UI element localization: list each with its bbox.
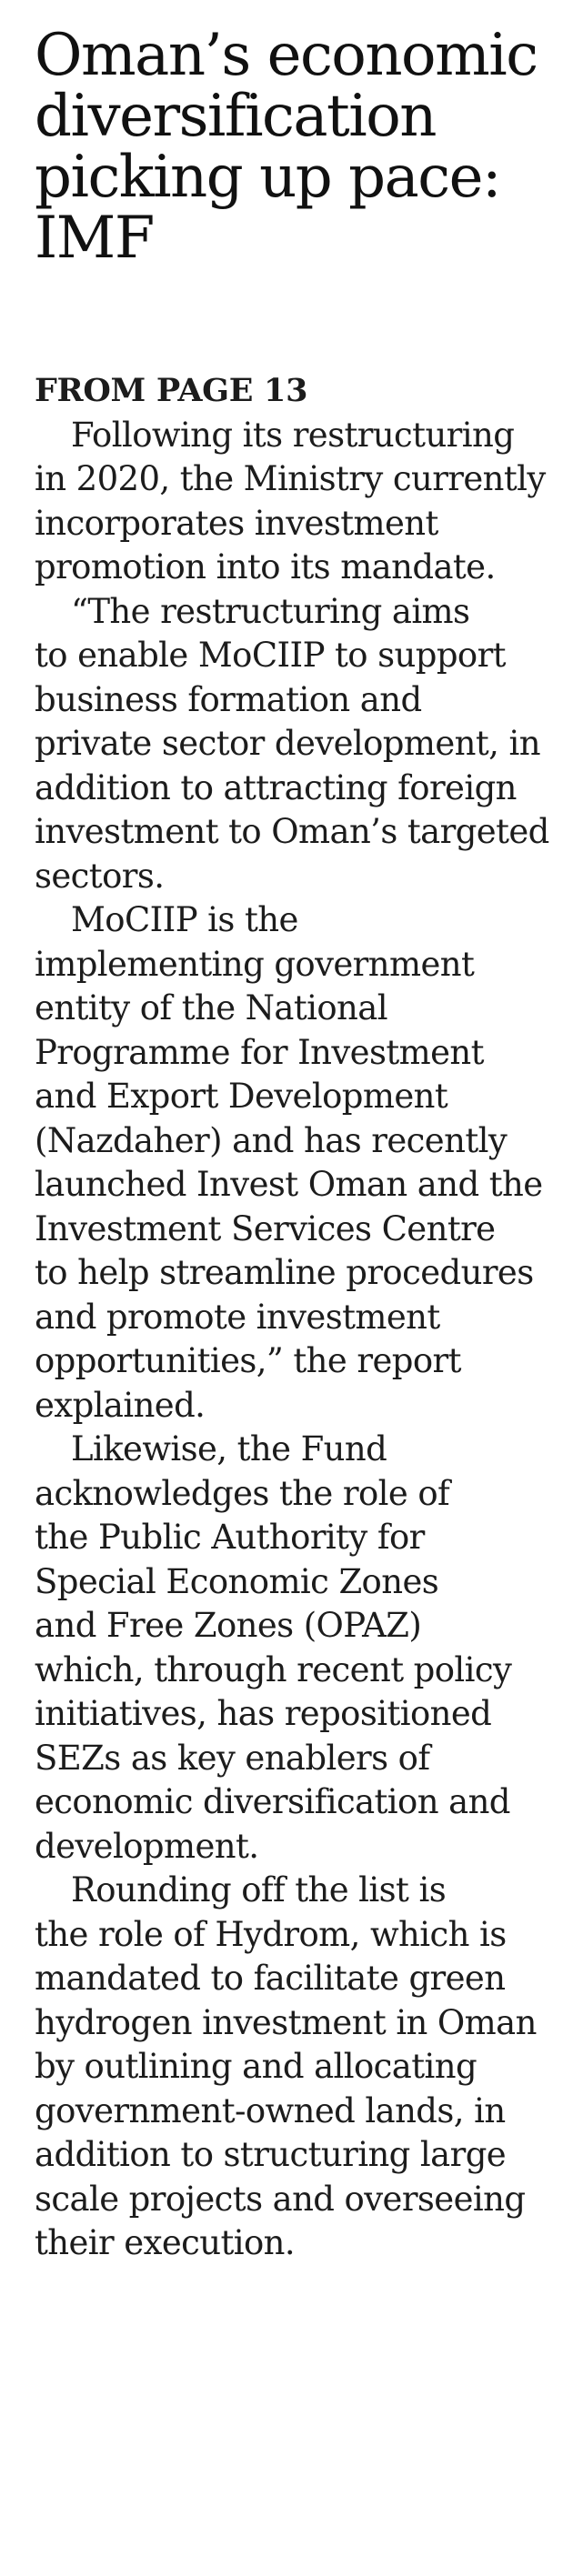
headline-line: picking up pace: bbox=[35, 144, 500, 211]
text-line: launched Invest Oman and the bbox=[35, 1165, 543, 1204]
text-line: the role of Hydrom, which is bbox=[35, 1914, 507, 1954]
text-line: to enable MoCIIP to support bbox=[35, 636, 506, 675]
text-line: which, through recent policy bbox=[35, 1649, 512, 1689]
paragraph-ministry-restructuring bbox=[35, 414, 549, 590]
text-line: addition to attracting foreign bbox=[35, 767, 517, 807]
text-line: private sector development, in bbox=[35, 724, 540, 763]
text-line: Programme for Investment bbox=[35, 1032, 484, 1072]
paragraph-hydrom bbox=[35, 1869, 549, 2266]
text-line: investment to Oman’s targeted bbox=[35, 812, 549, 851]
text-line: incorporates investment bbox=[35, 503, 438, 543]
text-line: the Public Authority for bbox=[35, 1518, 425, 1557]
text-line: government-owned lands, in bbox=[35, 2090, 506, 2130]
headline-line: IMF bbox=[35, 205, 154, 272]
text-line: business formation and bbox=[35, 679, 422, 719]
article-body bbox=[35, 369, 549, 2266]
text-line: their execution. bbox=[35, 2223, 296, 2262]
text-line: initiatives, has repositioned bbox=[35, 1694, 492, 1733]
text-line: and Export Development bbox=[35, 1077, 448, 1116]
text-line: Special Economic Zones bbox=[35, 1561, 439, 1601]
article-headline bbox=[35, 22, 544, 272]
text-line: Rounding off the list is bbox=[71, 1870, 447, 1909]
text-line: sectors. bbox=[35, 856, 165, 896]
text-line: promotion into its mandate. bbox=[35, 547, 496, 586]
text-line: hydrogen investment in Oman bbox=[35, 2002, 537, 2042]
text-line: and promote investment bbox=[35, 1297, 440, 1337]
headline-line: diversification bbox=[35, 83, 436, 150]
text-line: “The restructuring aims bbox=[71, 591, 470, 631]
text-line: addition to structuring large bbox=[35, 2135, 507, 2174]
text-line: economic diversification and bbox=[35, 1782, 510, 1821]
text-line: Likewise, the Fund bbox=[71, 1429, 387, 1468]
text-line: by outlining and allocating bbox=[35, 2047, 478, 2086]
text-line: mandated to facilitate green bbox=[35, 1959, 506, 1998]
continuation-kicker: FROM PAGE 13 bbox=[35, 372, 308, 409]
headline-line: Oman’s economic bbox=[35, 22, 538, 89]
text-line: and Free Zones (OPAZ) bbox=[35, 1606, 422, 1645]
text-line: SEZs as key enablers of bbox=[35, 1738, 430, 1778]
text-line: development. bbox=[35, 1826, 259, 1866]
text-line: to help streamline procedures bbox=[35, 1253, 534, 1292]
paragraph-opaz bbox=[35, 1428, 549, 1869]
text-line: MoCIIP is the bbox=[71, 900, 298, 939]
text-line: scale projects and overseeing bbox=[35, 2179, 526, 2219]
text-line: explained. bbox=[35, 1385, 206, 1425]
text-line: acknowledges the role of bbox=[35, 1473, 450, 1513]
text-line: in 2020, the Ministry currently bbox=[35, 459, 546, 498]
text-line: implementing government bbox=[35, 944, 475, 984]
text-line: entity of the National bbox=[35, 988, 387, 1027]
text-line: opportunities,” the report bbox=[35, 1341, 461, 1380]
paragraph-mociip-nazdaher bbox=[35, 898, 549, 1428]
paragraph-restructuring-aims bbox=[35, 590, 549, 899]
text-line: Investment Services Centre bbox=[35, 1208, 496, 1248]
text-line: (Nazdaher) and has recently bbox=[35, 1120, 508, 1160]
text-line: Following its restructuring bbox=[71, 415, 515, 455]
